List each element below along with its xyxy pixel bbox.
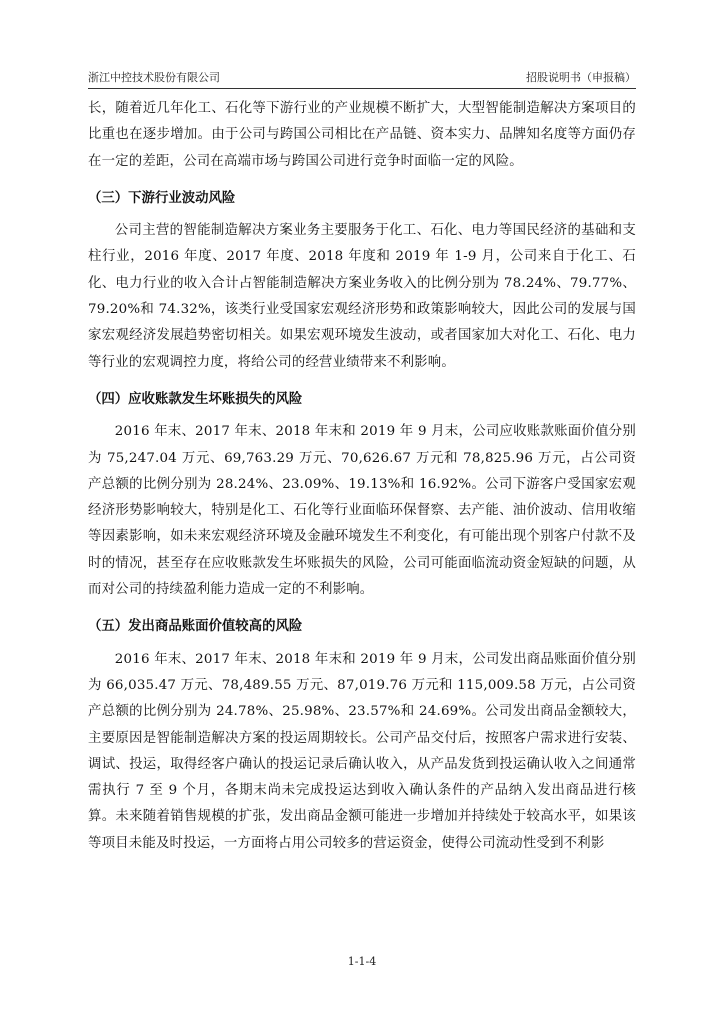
header-divider [88, 88, 636, 89]
header-document-title: 招股说明书（申报稿） [526, 71, 636, 84]
section-paragraph-downstream-risk: 公司主营的智能制造解决方案业务主要服务于化工、石化、电力等国民经济的基础和支柱行业，2016 年度、2017 年度、2018 年度和 2019 年 1-9 月，公司来自于化工、石化、电力行业的收入合计占智能制造解决方案业务收入的比例分别为 78.24%、79.77%、79.20%和 74.32%，该类行业受国家宏观经济形势和政策影响较大，因此公司的发展与国家宏观经济发展趋势密切相关。如果宏观环境发生波动，或者国家加大对化工、石化、电力等行业的宏观调控力度，将给公司的经营业绩带来不利影响。 [88, 223, 636, 370]
section-heading-shipped-goods-risk: （五）发出商品账面价值较高的风险 [88, 619, 303, 635]
section-heading-receivables-risk: （四）应收账款发生坏账损失的风险 [88, 391, 303, 407]
intro-paragraph: 长，随着近几年化工、石化等下游行业的产业规模不断扩大，大型智能制造解决方案项目的比重也在逐步增加。由于公司与跨国公司相比在产品链、资本实力、品牌知名度等方面仍存在一定的差距，公司在高端市场与跨国公司进行竞争时面临一定的风险。 [88, 101, 636, 169]
page-content [88, 96, 636, 857]
page-number: 1-1-4 [347, 955, 377, 968]
section-paragraph-receivables-risk: 2016 年末、2017 年末、2018 年末和 2019 年 9 月末，公司应收账款账面价值分别为 75,247.04 万元、69,763.29 万元、70,626.67 万元和 78,825.96 万元，占公司资产总额的比例分别为 28.24%、23.09%、19.13%和 16.92%。公司下游客户受国家宏观经济形势影响较大，特别是化工、石化等行业面临环保督察、去产能、油价波动、信用收缩等因素影响，如未来宏观经济环境及金融环境发生不利变化，有可能出现个别客户付款不及时的情况，甚至存在应收账款发生坏账损失的风险，公司可能面临流动资金短缺的问题，从而对公司的持续盈利能力造成一定的不利影响。 [88, 424, 636, 598]
header-company-name: 浙江中控技术股份有限公司 [88, 71, 220, 84]
section-paragraph-shipped-goods-risk: 2016 年末、2017 年末、2018 年末和 2019 年 9 月末，公司发出商品账面价值分别为 66,035.47 万元、78,489.55 万元、87,019.76 万元和 115,009.58 万元，占公司资产总额的比例分别为 24.78%、25.98%、23.57%和 24.69%。公司发出商品金额较大，主要原因是智能制造解决方案的投运周期较长。公司产品交付后，按照客户需求进行安装、调试、投运，取得经客户确认的投运记录后确认收入，从产品发货到投运确认收入之间通常需执行 7 至 9 个月，各期末尚未完成投运达到收入确认条件的产品纳入发出商品进行核算。未来随着销售规模的扩张，发出商品金额可能进一步增加并持续处于较高水平，如果该等项目未能及时投运，一方面将占用公司较多的营运资金，使得公司流动性受到不利影 [88, 651, 636, 851]
section-heading-downstream-risk: （三）下游行业波动风险 [88, 190, 236, 206]
page-header [88, 70, 636, 86]
